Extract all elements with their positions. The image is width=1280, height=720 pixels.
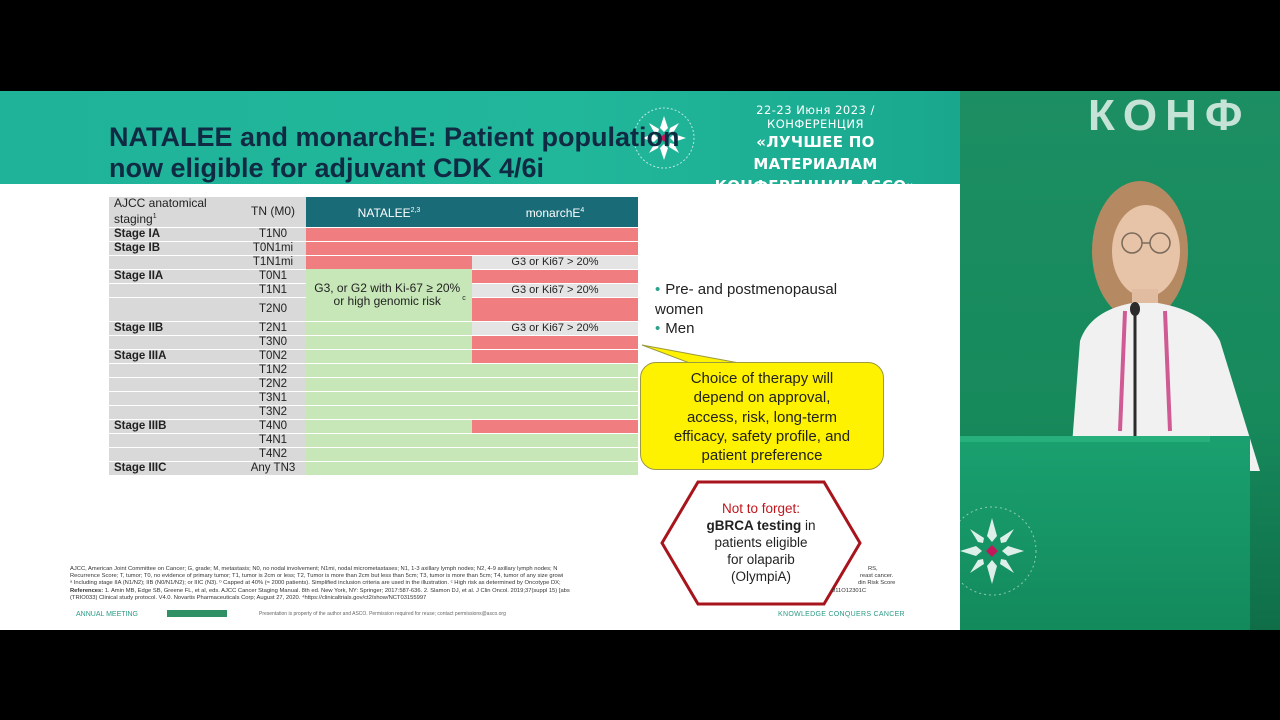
octagon-line: (OlympiA) (731, 569, 791, 584)
slide-title-line1: NATALEE and monarchE: Patient population (109, 122, 680, 152)
footer-permission-note: Presentation is property of the author and ASCO. Permission required for reuse; contact permissions@asco.org (259, 611, 506, 617)
callout-line: depend on approval, (693, 389, 831, 407)
natalee-cell (306, 241, 472, 255)
table-row (109, 377, 638, 391)
table-row (109, 241, 638, 255)
podium-top-edge (960, 436, 1210, 442)
table-header-row (109, 197, 638, 227)
tn-cell: T1N2 (240, 363, 306, 377)
bullet-item (655, 280, 855, 319)
natalee-cell (306, 461, 472, 475)
references-text: 1. Amin MB, Edge SB, Greene FL, et al, eds. AJCC Cancer Staging Manual. 8th ed. New York, NY: Springer; 2017:587-636. 2. Slamon DJ, et al. J Clin Oncol. 2019;37(suppl 15) [abs (103, 587, 570, 594)
tn-cell: T0N1 (240, 269, 306, 283)
population-bullets (655, 280, 855, 339)
callout-line: access, risk, long-term (686, 408, 838, 426)
callout-line: Choice of therapy will (690, 370, 834, 387)
tn-cell: T2N1 (240, 321, 306, 335)
tn-cell: T0N2 (240, 349, 306, 363)
table-row (109, 405, 638, 419)
references-label: References: (70, 587, 104, 594)
slide-title (109, 122, 680, 184)
stage-cell: Stage IIIB (109, 419, 240, 433)
monarche-cell: G3 or Ki67 > 20% (472, 255, 638, 269)
speaker-figure (1020, 171, 1280, 471)
header-monarche (472, 197, 638, 227)
callout-line: efficacy, safety profile, and (673, 427, 851, 445)
footnote-fragment: 011O12301C (832, 587, 867, 594)
stage-cell (109, 405, 240, 419)
monarche-cell (472, 269, 638, 283)
header-monarche-sup: 4 (580, 206, 585, 214)
monarche-cell (472, 405, 638, 419)
footnote-fragment: reast cancer. (860, 573, 894, 580)
tn-cell: T2N2 (240, 377, 306, 391)
banner-date: 22-23 Июня 2023 / КОНФЕРЕНЦИЯ (756, 103, 875, 131)
natalee-cell (306, 349, 472, 363)
octagon-bold: gBRCA testing (706, 518, 802, 533)
table-row (109, 321, 638, 335)
podium-russco-logo-icon (960, 496, 1040, 606)
natalee-cell (306, 227, 472, 241)
table-row (109, 391, 638, 405)
footer-tagline: KNOWLEDGE CONQUERS CANCER (778, 611, 905, 618)
footer-annual-meeting: ANNUAL MEETING (76, 611, 138, 618)
footnote-line: (TRIO033) Clinical study protocol. V4.0. Novartis Pharmaceuticals Corp; August 27, 2020. ⁴https://clinicaltrials.gov/ct2/show/NCT03155997 (70, 594, 427, 601)
natalee-criteria-text: G3, or G2 with Ki-67 ≥ 20% or high genomic risk (314, 281, 461, 308)
octagon-line (660, 517, 862, 534)
monarche-cell (472, 335, 638, 349)
natalee-criteria-sup: c (462, 295, 466, 302)
table-row (109, 419, 638, 433)
monarche-cell (472, 297, 638, 321)
natalee-cell (306, 391, 472, 405)
bullet-text: Men (665, 320, 695, 337)
header-stage-label: AJCC anatomical staging (114, 196, 207, 226)
octagon-line: patients eligible (714, 535, 808, 550)
natalee-cell (306, 433, 472, 447)
stage-cell (109, 447, 240, 461)
header-natalee-label: NATALEE (357, 205, 411, 220)
stage-cell (109, 391, 240, 405)
footnote-fragment: RS, (868, 566, 878, 572)
footnote-line: AJCC, American Joint Committee on Cancer; G, grade; M, metastasis; N0, no nodal involvement; N1mi, nodal micrometastases; N1, 1-3 axillary lymph nodes; N2, 4-9 axillary lymph nodes; N (70, 566, 558, 572)
tn-cell: T3N2 (240, 405, 306, 419)
stage-cell: Stage IIA (109, 269, 240, 283)
stage-backdrop (960, 91, 1280, 630)
eligibility-table (109, 197, 638, 475)
tn-cell: T1N0 (240, 227, 306, 241)
table-row (109, 227, 638, 241)
natalee-cell (306, 447, 472, 461)
stage-cell: Stage IIIC (109, 461, 240, 475)
table-row (109, 255, 638, 269)
tn-cell: T2N0 (240, 297, 306, 321)
tn-cell: T1N1 (240, 283, 306, 297)
monarche-cell (472, 349, 638, 363)
monarche-cell (472, 227, 638, 241)
header-stage (109, 197, 240, 227)
natalee-cell (306, 405, 472, 419)
footnote-line (70, 588, 660, 595)
banner-title-line1: «ЛУЧШЕЕ ПО МАТЕРИАЛАМ (753, 133, 878, 173)
monarche-cell (472, 363, 638, 377)
octagon-rest: in (801, 518, 816, 533)
monarche-cell (472, 461, 638, 475)
therapy-choice-callout (640, 362, 884, 470)
tn-cell: T0N1mi (240, 241, 306, 255)
header-natalee-sup: 2,3 (410, 206, 421, 214)
header-natalee (306, 197, 472, 227)
stage-cell (109, 433, 240, 447)
table-row (109, 335, 638, 349)
callout-line: patient preference (701, 447, 823, 465)
tn-cell: T4N1 (240, 433, 306, 447)
backdrop-lettering: КОНФ (1088, 91, 1251, 140)
tn-cell: T3N1 (240, 391, 306, 405)
banner-text (708, 103, 923, 197)
table-row (109, 433, 638, 447)
monarche-cell (472, 419, 638, 433)
monarche-cell (472, 433, 638, 447)
table-row (109, 461, 638, 475)
footnote-right-fragments (832, 566, 896, 595)
table-row (109, 349, 638, 363)
table-row (109, 363, 638, 377)
header-stage-sup: 1 (152, 213, 157, 220)
natalee-cell (306, 321, 472, 335)
monarche-cell (472, 447, 638, 461)
stage-cell (109, 335, 240, 349)
natalee-cell (306, 377, 472, 391)
stage-cell (109, 377, 240, 391)
footnote-line: Recurrence Score; T, tumor; T0, no evidence of primary tumor; T1, tumor is 2cm or less; T2, Tumor is more than 2cm but less than 5cm; T3, tumor is more than 5cm; T4, tumor of any size growi (70, 573, 564, 580)
monarche-cell: G3 or Ki67 > 20% (472, 321, 638, 335)
banner-title-line2: КОНФЕРЕНЦИИ ASCO» (714, 177, 917, 195)
natalee-cell (306, 281, 472, 308)
stage-cell: Stage IB (109, 241, 240, 255)
bullet-text: Pre- and postmenopausal women (655, 281, 838, 318)
natalee-cell (306, 419, 472, 433)
natalee-cell (306, 363, 472, 377)
footnotes (70, 566, 900, 602)
table-row (109, 283, 638, 297)
natalee-cell (306, 335, 472, 349)
stage-cell: Stage IIB (109, 321, 240, 335)
stage-cell: Stage IIIA (109, 349, 240, 363)
monarche-cell (472, 241, 638, 255)
stage-cell (109, 255, 240, 269)
stage-cell (109, 283, 240, 297)
tn-cell: T4N2 (240, 447, 306, 461)
table-row (109, 447, 638, 461)
tn-cell: T3N0 (240, 335, 306, 349)
bullet-item (655, 319, 855, 339)
monarche-cell: G3 or Ki67 > 20% (472, 283, 638, 297)
footnote-fragment: din Risk Score (858, 580, 896, 587)
footer-logo-bar (167, 610, 227, 617)
header-monarche-label: monarchE (525, 205, 581, 220)
monarche-cell (472, 391, 638, 405)
octagon-line: Not to forget: (721, 501, 801, 516)
tn-cell: Any TN3 (240, 461, 306, 475)
header-tn: TN (M0) (240, 197, 306, 227)
natalee-criteria-note (311, 280, 467, 308)
tn-cell: T1N1mi (240, 255, 306, 269)
table-body (109, 227, 638, 475)
tn-cell: T4N0 (240, 419, 306, 433)
octagon-line: for olaparib (727, 552, 795, 567)
stage-cell (109, 297, 240, 321)
slide-footer (76, 611, 906, 623)
footnote-line: ᵃ Including stage IIA (N1/N2); IIB (N0/N1/N2); or IIIC (N3). ᵇ Capped at 40% (≈ 2000 patients). Simplified inclusion criteria are used in the illustration. ᶜ High risk as determined by Oncotype DX; (70, 580, 561, 587)
stage-cell: Stage IA (109, 227, 240, 241)
stage-cell (109, 363, 240, 377)
slide-title-line2: now eligible for adjuvant CDK 4/6i (109, 153, 545, 183)
monarche-cell (472, 377, 638, 391)
natalee-cell (306, 255, 472, 269)
